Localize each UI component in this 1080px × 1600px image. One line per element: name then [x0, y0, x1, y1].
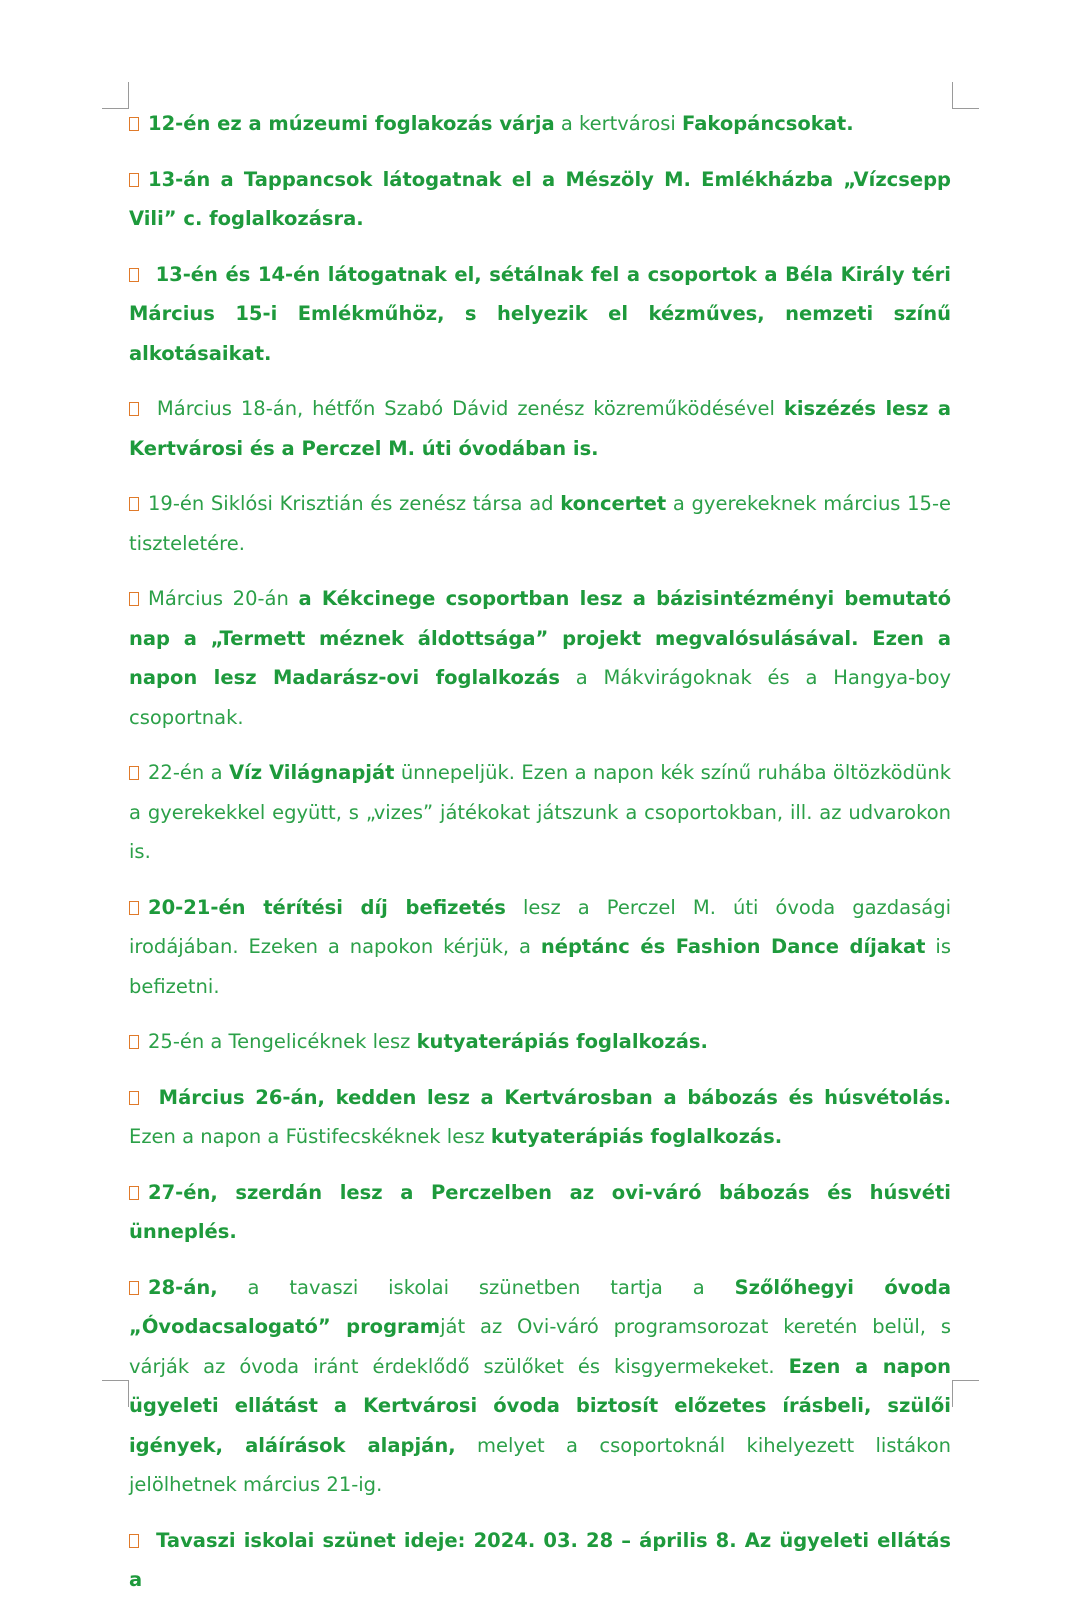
bold-text-segment: kutyaterápiás foglalkozás. — [490, 1125, 783, 1148]
text-segment: Március 20-án — [148, 587, 299, 610]
bold-text-segment: koncertet — [560, 492, 667, 515]
text-segment: a Mákvirágoknak és a Hangya-boy csoportnak. — [129, 666, 951, 729]
bold-text-segment: 13-án a Tappancsok látogatnak el a Mészöly M. Emlékházba „Vízcsepp Vili” c. foglalkozásra. — [129, 167, 951, 230]
bold-text-segment: Március 26-án, kedden lesz a Kertvárosban a bábozás és húsvétolás. — [148, 1085, 951, 1109]
text-segment: 19-én Siklósi Krisztián és zenész társa ad — [148, 492, 561, 515]
list-item — [129, 1022, 951, 1062]
list-item — [129, 389, 951, 468]
list-item — [129, 160, 951, 239]
list-item — [129, 1173, 951, 1252]
bold-text-segment: 28-án, — [148, 1275, 218, 1299]
text-segment: 25-én a Tengelicéknek lesz — [148, 1030, 417, 1053]
text-segment: lesz a Perczel M. úti óvoda gazdasági irodájában. Ezeken a napokon kérjük, a — [129, 895, 952, 958]
bullet-box-icon — [129, 268, 139, 282]
text-segment: a tavaszi iskolai szünetben tartja a — [217, 1275, 735, 1299]
list-item — [129, 104, 951, 144]
bold-text-segment: kiszézés lesz a Kertvárosi és a Perczel M. úti óvodában is. — [129, 397, 951, 460]
bullet-box-icon — [129, 1534, 139, 1548]
text-segment: ját az Ovi-váró programsorozat keretén belül, s várják az óvoda iránt érdeklődő szülőket és kisgyermekeket. — [129, 1315, 951, 1378]
bold-text-segment: 13-én és 14-én látogatnak el, sétálnak fel a csoportok a Béla Király téri Március 15-i Emlékműhöz, s helyezik el kézműves, nemzeti színű alkotásaikat. — [129, 262, 951, 365]
text-segment: is befizetni. — [129, 935, 951, 998]
bold-text-segment: Fakopáncsokat. — [682, 112, 854, 135]
text-segment: Ezen a napon a Füstifecskéknek lesz — [129, 1125, 491, 1148]
bullet-box-icon — [129, 1281, 139, 1295]
list-item — [129, 1268, 951, 1505]
list-item — [129, 255, 951, 374]
bullet-box-icon — [129, 766, 139, 780]
bullet-box-icon — [129, 901, 139, 915]
bold-text-segment: 12-én ez a múzeumi foglakozás várja — [148, 112, 555, 135]
bold-text-segment: Ezen a napon ügyeleti ellátást a Kertvárosi óvoda biztosít előzetes írásbeli, szülői igények, aláírások alapján, — [129, 1354, 951, 1457]
crop-mark-top-right — [952, 82, 979, 109]
crop-mark-top-left — [102, 82, 129, 109]
bold-text-segment: kutyaterápiás foglalkozás. — [416, 1030, 708, 1053]
bullet-box-icon — [129, 497, 139, 511]
text-segment: Március 18-án, hétfőn Szabó Dávid zenész közreműködésével — [148, 397, 784, 420]
bullet-box-icon — [129, 1035, 139, 1049]
list-item — [129, 579, 951, 737]
bold-text-segment: néptánc és Fashion Dance díjakat — [540, 935, 926, 958]
list-item — [129, 888, 951, 1007]
list-item — [129, 1521, 951, 1600]
text-segment: ünnepeljük. Ezen a napon kék színű ruhába öltözködünk a gyerekekkel együtt, s „vizes” játékokat játszunk a csoportokban, ill. az udvarokon is. — [129, 761, 951, 863]
text-segment: a kertvárosi — [554, 112, 683, 135]
bullet-box-icon — [129, 117, 139, 131]
bold-text-segment: Víz Világnapját — [228, 761, 395, 784]
list-item — [129, 753, 951, 872]
bold-text-segment: 27-én, szerdán lesz a Perczelben az ovi-váró bábozás és húsvéti ünneplés. — [129, 1180, 951, 1243]
crop-mark-bottom-left — [102, 1380, 129, 1407]
bold-text-segment: Szőlőhegyi óvoda „Óvodacsalogató” program — [129, 1275, 951, 1338]
bullet-box-icon — [129, 402, 139, 416]
bullet-box-icon — [129, 1091, 139, 1105]
list-item — [129, 484, 951, 563]
bold-text-segment: a Kékcinege csoportban lesz a bázisintézményi bemutató nap a „Termett méznek áldottsága” projekt megvalósulásával. Ezen a napon lesz Madarász-ovi foglalkozás — [129, 587, 951, 689]
bullet-box-icon — [129, 1186, 139, 1200]
bullet-box-icon — [129, 592, 139, 606]
bold-text-segment: Tavaszi iskolai szünet ideje: 2024. 03. 28 – április 8. Az ügyeleti ellátás a — [129, 1528, 951, 1591]
text-segment: 22-én a — [148, 761, 229, 784]
bullet-box-icon — [129, 173, 139, 187]
document-body — [129, 104, 952, 1591]
text-segment: a gyerekeknek március 15-e tiszteletére. — [129, 492, 951, 555]
bold-text-segment: 20-21-én térítési díj befizetés — [148, 895, 506, 919]
crop-mark-bottom-right — [952, 1380, 979, 1407]
list-item — [129, 1078, 951, 1157]
text-segment: melyet a csoportoknál kihelyezett listákon jelölhetnek március 21-ig. — [129, 1433, 951, 1496]
